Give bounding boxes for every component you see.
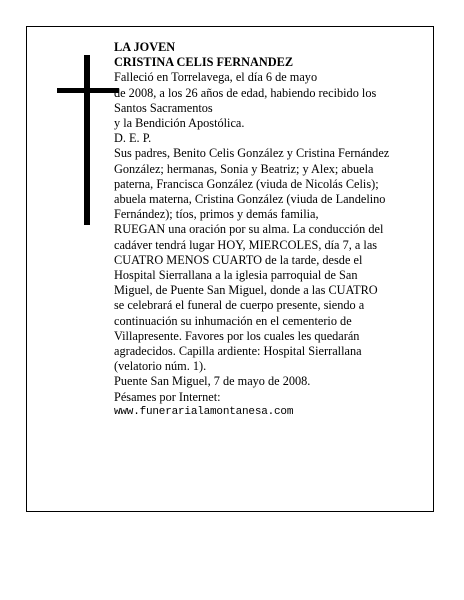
body-line: de 2008, a los 26 años de edad, habiendo recibido los (114, 85, 377, 100)
body-line: D. E. P. (114, 131, 152, 146)
body-line: Villapresente. Favores por los cuales les quedarán (114, 328, 360, 343)
body-line: agradecidos. Capilla ardiente: Hospital Sierrallana (114, 344, 362, 359)
body-line: abuela materna, Cristina González (viuda de Landelino (114, 192, 386, 207)
cross-icon (57, 55, 119, 225)
body-line: Falleció en Torrelavega, el día 6 de mayo (114, 70, 318, 85)
website-link[interactable]: www.funerarialamontanesa.com (114, 405, 294, 418)
deceased-name: CRISTINA CELIS FERNANDEZ (114, 55, 294, 70)
body-line: RUEGAN una oración por su alma. La conducción del (114, 222, 384, 237)
cross-vertical-bar (84, 55, 90, 225)
body-line: CUATRO MENOS CUARTO de la tarde, desde el (114, 252, 363, 267)
body-line: cadáver tendrá lugar HOY, MIERCOLES, día 7, a las (114, 237, 378, 252)
body-line: Pésames por Internet: (114, 389, 221, 404)
obituary-text (114, 40, 430, 420)
body-line: (velatorio núm. 1). (114, 359, 207, 374)
body-line: Fernández); tíos, primos y demás familia, (114, 207, 319, 222)
obituary-notice (26, 26, 434, 512)
heading-line-1: LA JOVEN (114, 40, 176, 54)
body-line: Hospital Sierrallana a la iglesia parroquial de San (114, 268, 358, 283)
body-line: y la Bendición Apostólica. (114, 116, 245, 131)
body-line: Santos Sacramentos (114, 100, 213, 115)
cross-horizontal-bar (57, 88, 119, 93)
body-line: continuación su inhumación en el cementerio de (114, 313, 352, 328)
body-line: González; hermanas, Sonia y Beatriz; y Alex; abuela (114, 161, 374, 176)
body-line: paterna, Francisca González (viuda de Nicolás Celis); (114, 176, 379, 191)
body-line: Puente San Miguel, 7 de mayo de 2008. (114, 374, 311, 389)
body-line: se celebrará el funeral de cuerpo presente, siendo a (114, 298, 365, 313)
body-line: Miguel, de Puente San Miguel, donde a las CUATRO (114, 283, 378, 298)
body-line: Sus padres, Benito Celis González y Cristina Fernández (114, 146, 390, 161)
